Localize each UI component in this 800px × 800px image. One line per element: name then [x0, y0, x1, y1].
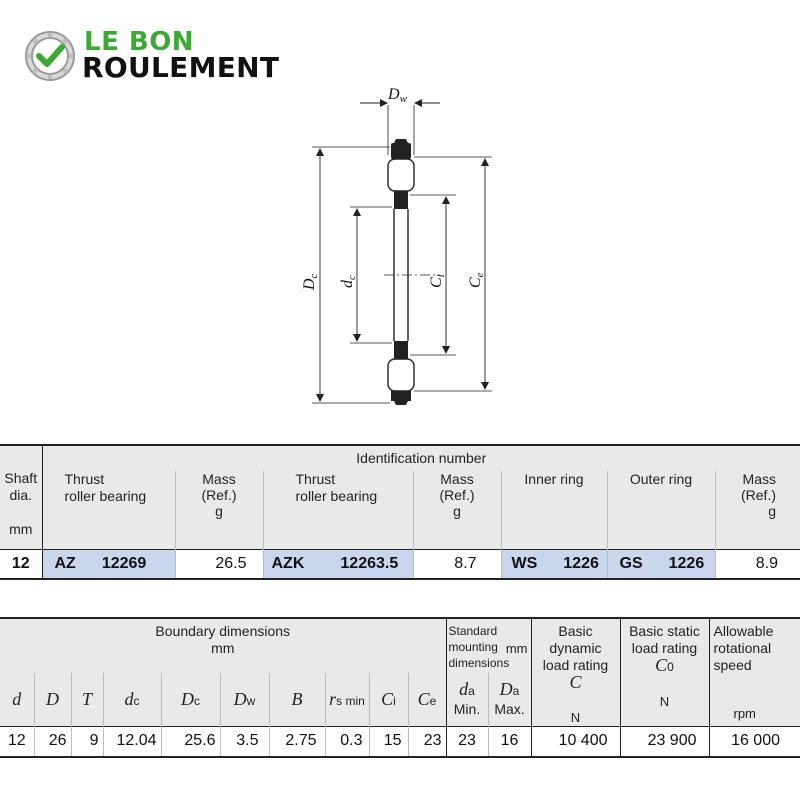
lower-roller: [388, 359, 414, 391]
col-Da: Da Max.: [488, 673, 531, 727]
allowable-speed-header: Allowable rotational speed rpm: [709, 618, 800, 727]
col-T: T: [71, 673, 103, 727]
azk-mass-value: 8.7: [413, 549, 501, 579]
basic-static-load-header: Basic static load rating C0 N: [620, 618, 709, 727]
col-Dc: Dc: [161, 673, 220, 727]
upper-roller: [388, 159, 414, 191]
value-C0: 23 900: [620, 727, 709, 757]
dim-Ce-label: Ce: [467, 272, 486, 288]
value-Dw: 3.5: [220, 727, 269, 757]
azk-part-number: AZK 12263.5: [263, 549, 413, 579]
dim-Ci-label: Ci: [428, 274, 447, 288]
outer-ring-header: Outer ring: [607, 471, 715, 549]
value-C: 10 400: [531, 727, 620, 757]
col-da: da Min.: [446, 673, 488, 727]
col-B: B: [269, 673, 325, 727]
azk-thrust-bearing-header: Thrust roller bearing: [263, 471, 413, 549]
logo: [24, 26, 304, 86]
ring-mass-value: 8.9: [715, 549, 800, 579]
az-part-number: AZ 12269: [42, 549, 175, 579]
identification-table: [0, 444, 800, 580]
upper-cage: [391, 143, 411, 159]
bearing-check-icon: [24, 30, 76, 82]
col-d: d: [12, 688, 22, 709]
value-Da: 16: [488, 727, 531, 757]
col-dc: dc: [103, 673, 161, 727]
boundary-dimensions-header: Boundary dimensions mm: [0, 618, 446, 673]
value-da: 23: [446, 727, 488, 757]
value-T: 9: [71, 727, 103, 757]
table-row: [0, 727, 800, 757]
basic-dynamic-load-header: Basic dynamic load rating C N: [531, 618, 620, 727]
col-rs-min: rs min: [325, 673, 369, 727]
lower-cage: [391, 391, 411, 401]
dim-Dc-label: Dc: [301, 273, 320, 290]
value-Ce: 23: [408, 727, 446, 757]
col-D: D: [34, 673, 71, 727]
inner-ring-header: Inner ring: [501, 471, 607, 549]
col-Ce: Ce: [408, 673, 446, 727]
dim-Dw-label: Dw: [388, 86, 407, 105]
ws-part-number: WS 1226: [501, 549, 607, 579]
shaft-value: 12: [11, 554, 30, 572]
value-B: 2.75: [269, 727, 325, 757]
ring-mass-header: Mass (Ref.) g: [715, 471, 800, 549]
logo-text-bottom: ROULEMENT: [82, 51, 280, 84]
logo-text-top: LE BON: [84, 27, 195, 57]
shaft-dia-header: Shaft dia. mm: [0, 445, 42, 549]
standard-mounting-header: Standard mounting dimensions mm: [446, 618, 531, 673]
col-Ci: Ci: [369, 673, 408, 727]
gs-part-number: GS 1226: [607, 549, 715, 579]
dimensions-table: [0, 617, 800, 758]
value-Dc: 25.6: [161, 727, 220, 757]
value-speed: 16 000: [709, 727, 800, 757]
value-D: 26: [34, 727, 71, 757]
dim-dc-label: dc: [339, 275, 358, 288]
value-dc: 12.04: [103, 727, 161, 757]
az-thrust-bearing-header: Thrust roller bearing: [42, 471, 175, 549]
az-mass-header: Mass (Ref.) g: [175, 471, 263, 549]
azk-mass-header: Mass (Ref.) g: [413, 471, 501, 549]
value-rs-min: 0.3: [325, 727, 369, 757]
identification-number-header: Identification number: [42, 445, 800, 471]
col-Dw: Dw: [220, 673, 269, 727]
value-d: 12: [7, 732, 26, 750]
bearing-cross-section-drawing: [290, 85, 510, 415]
table-row: [0, 549, 800, 579]
value-Ci: 15: [369, 727, 408, 757]
az-mass-value: 26.5: [175, 549, 263, 579]
